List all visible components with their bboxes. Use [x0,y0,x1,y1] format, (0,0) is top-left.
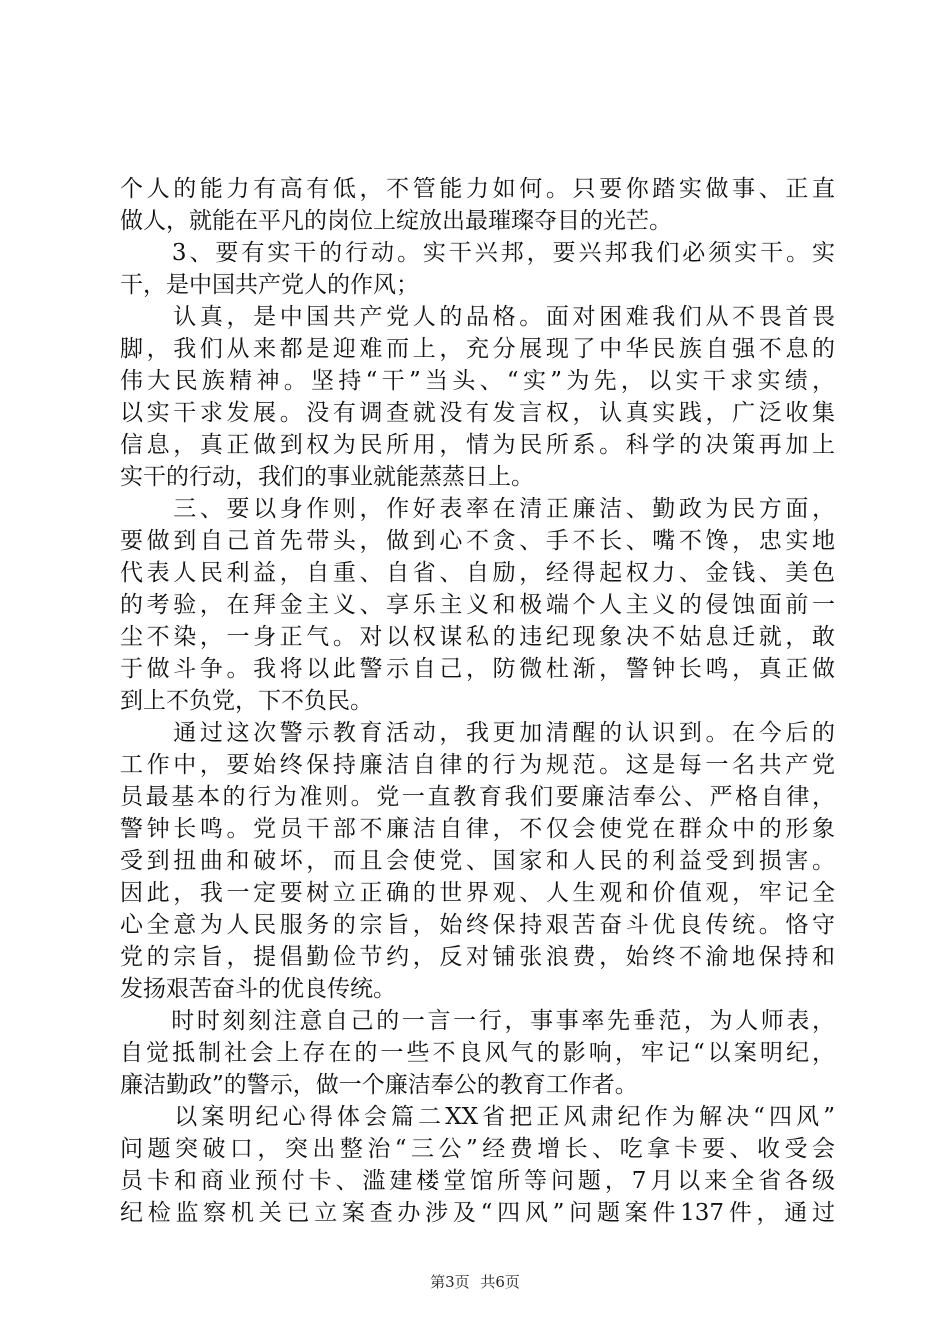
text-line: 尘不染，一身正气。对以权谋私的违纪现象决不姑息迁就，敢 [120,624,835,650]
text-line: 工作中，要始终保持廉洁自律的行为规范。这是每一名共产党 [120,752,835,778]
text-line: 的考验，在拜金主义、享乐主义和极端个人主义的侵蚀面前一 [120,592,835,618]
text-line: 以案明纪心得体会篇二XX省把正风肃纪作为解决“四风” [120,1104,835,1130]
text-line: 发扬艰苦奋斗的优良传统。 [120,976,396,1002]
text-line: 干，是中国共产党人的作风； [120,272,419,298]
text-line: 党的宗旨，提倡勤俭节约，反对铺张浪费，始终不渝地保持和 [120,944,835,970]
page-total: 共6页 [480,1273,520,1291]
text-line: 警钟长鸣。党员干部不廉洁自律，不仅会使党在群众中的形象 [120,816,835,842]
text-line: 员最基本的行为准则。党一直教育我们要廉洁奉公、严格自律， [120,784,835,810]
document-body [120,173,835,1229]
text-line: 通过这次警示教育活动，我更加清醒的认识到。在今后的 [120,720,835,746]
text-line: 问题突破口，突出整治“三公”经费增长、吃拿卡要、收受会 [120,1136,835,1162]
text-line: 3、要有实干的行动。实干兴邦，要兴邦我们必须实干。实 [120,240,835,266]
text-line: 伟大民族精神。坚持“干”当头、“实”为先，以实干求实绩， [120,368,835,394]
text-line: 代表人民利益，自重、自省、自励，经得起权力、金钱、美色 [120,560,835,586]
text-line: 做人，就能在平凡的岗位上绽放出最璀璨夺目的光芒。 [120,208,672,234]
text-line: 受到扭曲和破坏，而且会使党、国家和人民的利益受到损害。 [120,848,835,874]
text-line: 实干的行动，我们的事业就能蒸蒸日上。 [120,464,534,490]
text-line: 要做到自己首先带头，做到心不贪、手不长、嘴不馋，忠实地 [120,528,835,554]
text-line: 个人的能力有高有低，不管能力如何。只要你踏实做事、正直 [120,176,835,202]
text-line: 心全意为人民服务的宗旨，始终保持艰苦奋斗优良传统。恪守 [120,912,835,938]
text-line: 三、要以身作则，作好表率在清正廉洁、勤政为民方面， [120,496,835,522]
text-line: 于做斗争。我将以此警示自己，防微杜渐，警钟长鸣，真正做 [120,656,835,682]
text-line: 因此，我一定要树立正确的世界观、人生观和价值观，牢记全 [120,880,835,906]
text-line: 廉洁勤政”的警示，做一个廉洁奉公的教育工作者。 [120,1072,638,1098]
text-line: 纪检监察机关已立案查办涉及“四风”问题案件137件，通过 [120,1200,835,1226]
text-line: 脚，我们从来都是迎难而上，充分展现了中华民族自强不息的 [120,336,835,362]
text-line: 以实干求发展。没有调查就没有发言权，认真实践，广泛收集 [120,400,835,426]
text-line: 时时刻刻注意自己的一言一行，事事率先垂范，为人师表， [120,1008,835,1034]
page-footer [0,1272,950,1292]
page-number: 第3页 [430,1273,470,1291]
text-line: 自觉抵制社会上存在的一些不良风气的影响，牢记“以案明纪， [120,1040,835,1066]
text-line: 员卡和商业预付卡、滥建楼堂馆所等问题，7月以来全省各级 [120,1168,835,1194]
text-line: 到上不负党，下不负民。 [120,688,373,714]
text-line: 信息，真正做到权为民所用，情为民所系。科学的决策再加上 [120,432,835,458]
text-line: 认真，是中国共产党人的品格。面对困难我们从不畏首畏 [120,304,835,330]
